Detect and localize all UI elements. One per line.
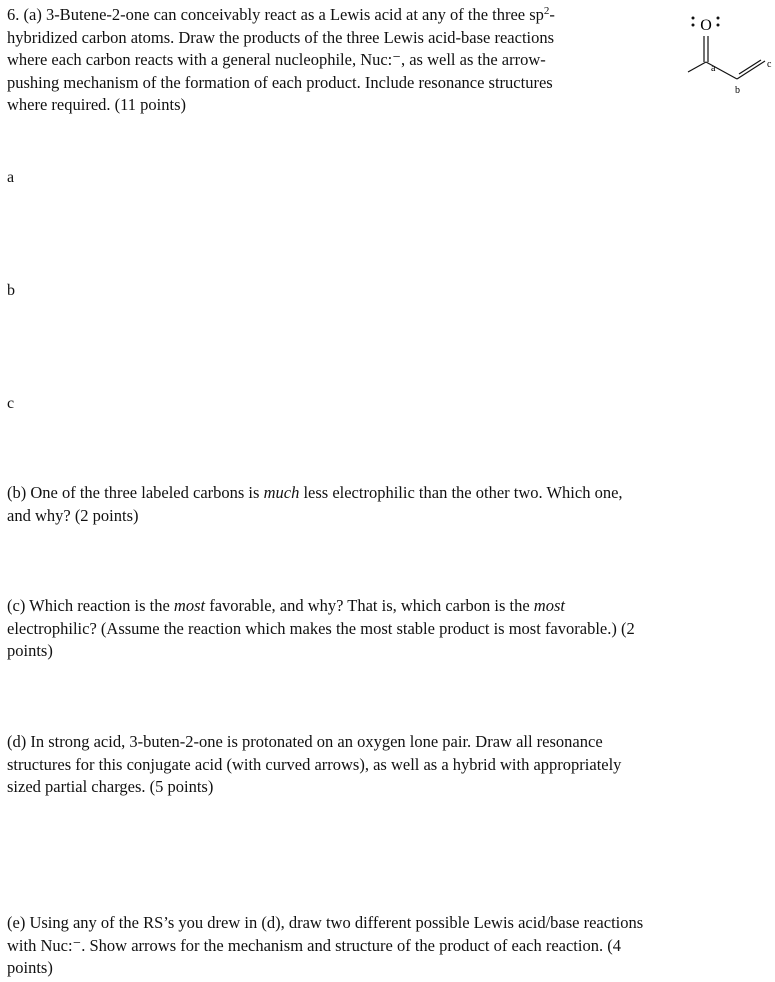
question-6e	[7, 912, 767, 980]
lone-pair-dot	[717, 17, 720, 20]
q6a-line-3: where each carbon reacts with a general nucleophile, Nuc:⁻, as well as the arrow-	[7, 50, 546, 69]
lone-pair-dot	[692, 17, 695, 20]
q6a-line-2: hybridized carbon atoms. Draw the products of the three Lewis acid-base reactions	[7, 27, 555, 47]
butenone-structure	[683, 4, 775, 100]
q6c-line-1: (c) Which reaction is the most favorable, and why? That is, which carbon is the most	[7, 596, 565, 615]
answer-label-b: b	[7, 282, 15, 299]
superscript-2: 2	[543, 5, 550, 17]
methyl-bond	[688, 62, 706, 72]
vinyl-double-bond	[739, 60, 761, 74]
q6d-line-3: sized partial charges. (5 points)	[7, 777, 214, 796]
q6c-line-2: electrophilic? (Assume the reaction which makes the most stable product is most favorable.) (2	[7, 618, 635, 638]
answer-label-c: c	[7, 395, 15, 412]
answer-label-a: a	[7, 169, 15, 186]
q6a-line-5: where required. (11 points)	[7, 95, 186, 114]
q6e-line-1: (e) Using any of the RS’s you drew in (d), draw two different possible Lewis acid/base reactions	[7, 913, 644, 932]
q6e-line-2: with Nuc:⁻. Show arrows for the mechanism and structure of the product of each reaction. (4	[7, 935, 621, 955]
lone-pair-dot	[692, 24, 695, 27]
q6c-line-3: points)	[7, 641, 53, 660]
carbon-label-a: a	[711, 63, 716, 74]
q6d-line-2: structures for this conjugate acid (with curved arrows), as well as a hybrid with appropriately	[7, 754, 622, 774]
q6b-line-2: and why? (2 points)	[7, 505, 139, 525]
question-6c	[7, 595, 767, 663]
lone-pair-dot	[717, 24, 720, 27]
question-6d	[7, 731, 767, 799]
q6e-line-3: points)	[7, 958, 53, 977]
carbon-label-c: c	[767, 59, 772, 70]
question-6a	[7, 4, 677, 117]
oxygen-atom: O	[700, 17, 712, 34]
q6d-line-1: (d) In strong acid, 3-buten-2-one is protonated on an oxygen lone pair. Draw all resonance	[7, 732, 603, 751]
question-6b	[7, 482, 767, 527]
carbon-label-b: b	[735, 85, 740, 96]
vinyl-double-bond	[737, 61, 765, 79]
q6a-line-1: 6. (a) 3-Butene-2-one can conceivably react as a Lewis acid at any of the three $sp^2-$	[7, 5, 555, 24]
q6b-line-1: (b) One of the three labeled carbons is much less electrophilic than the other two. Which one,	[7, 483, 623, 502]
q6a-line-4: pushing mechanism of the formation of each product. Include resonance structures	[7, 72, 553, 92]
